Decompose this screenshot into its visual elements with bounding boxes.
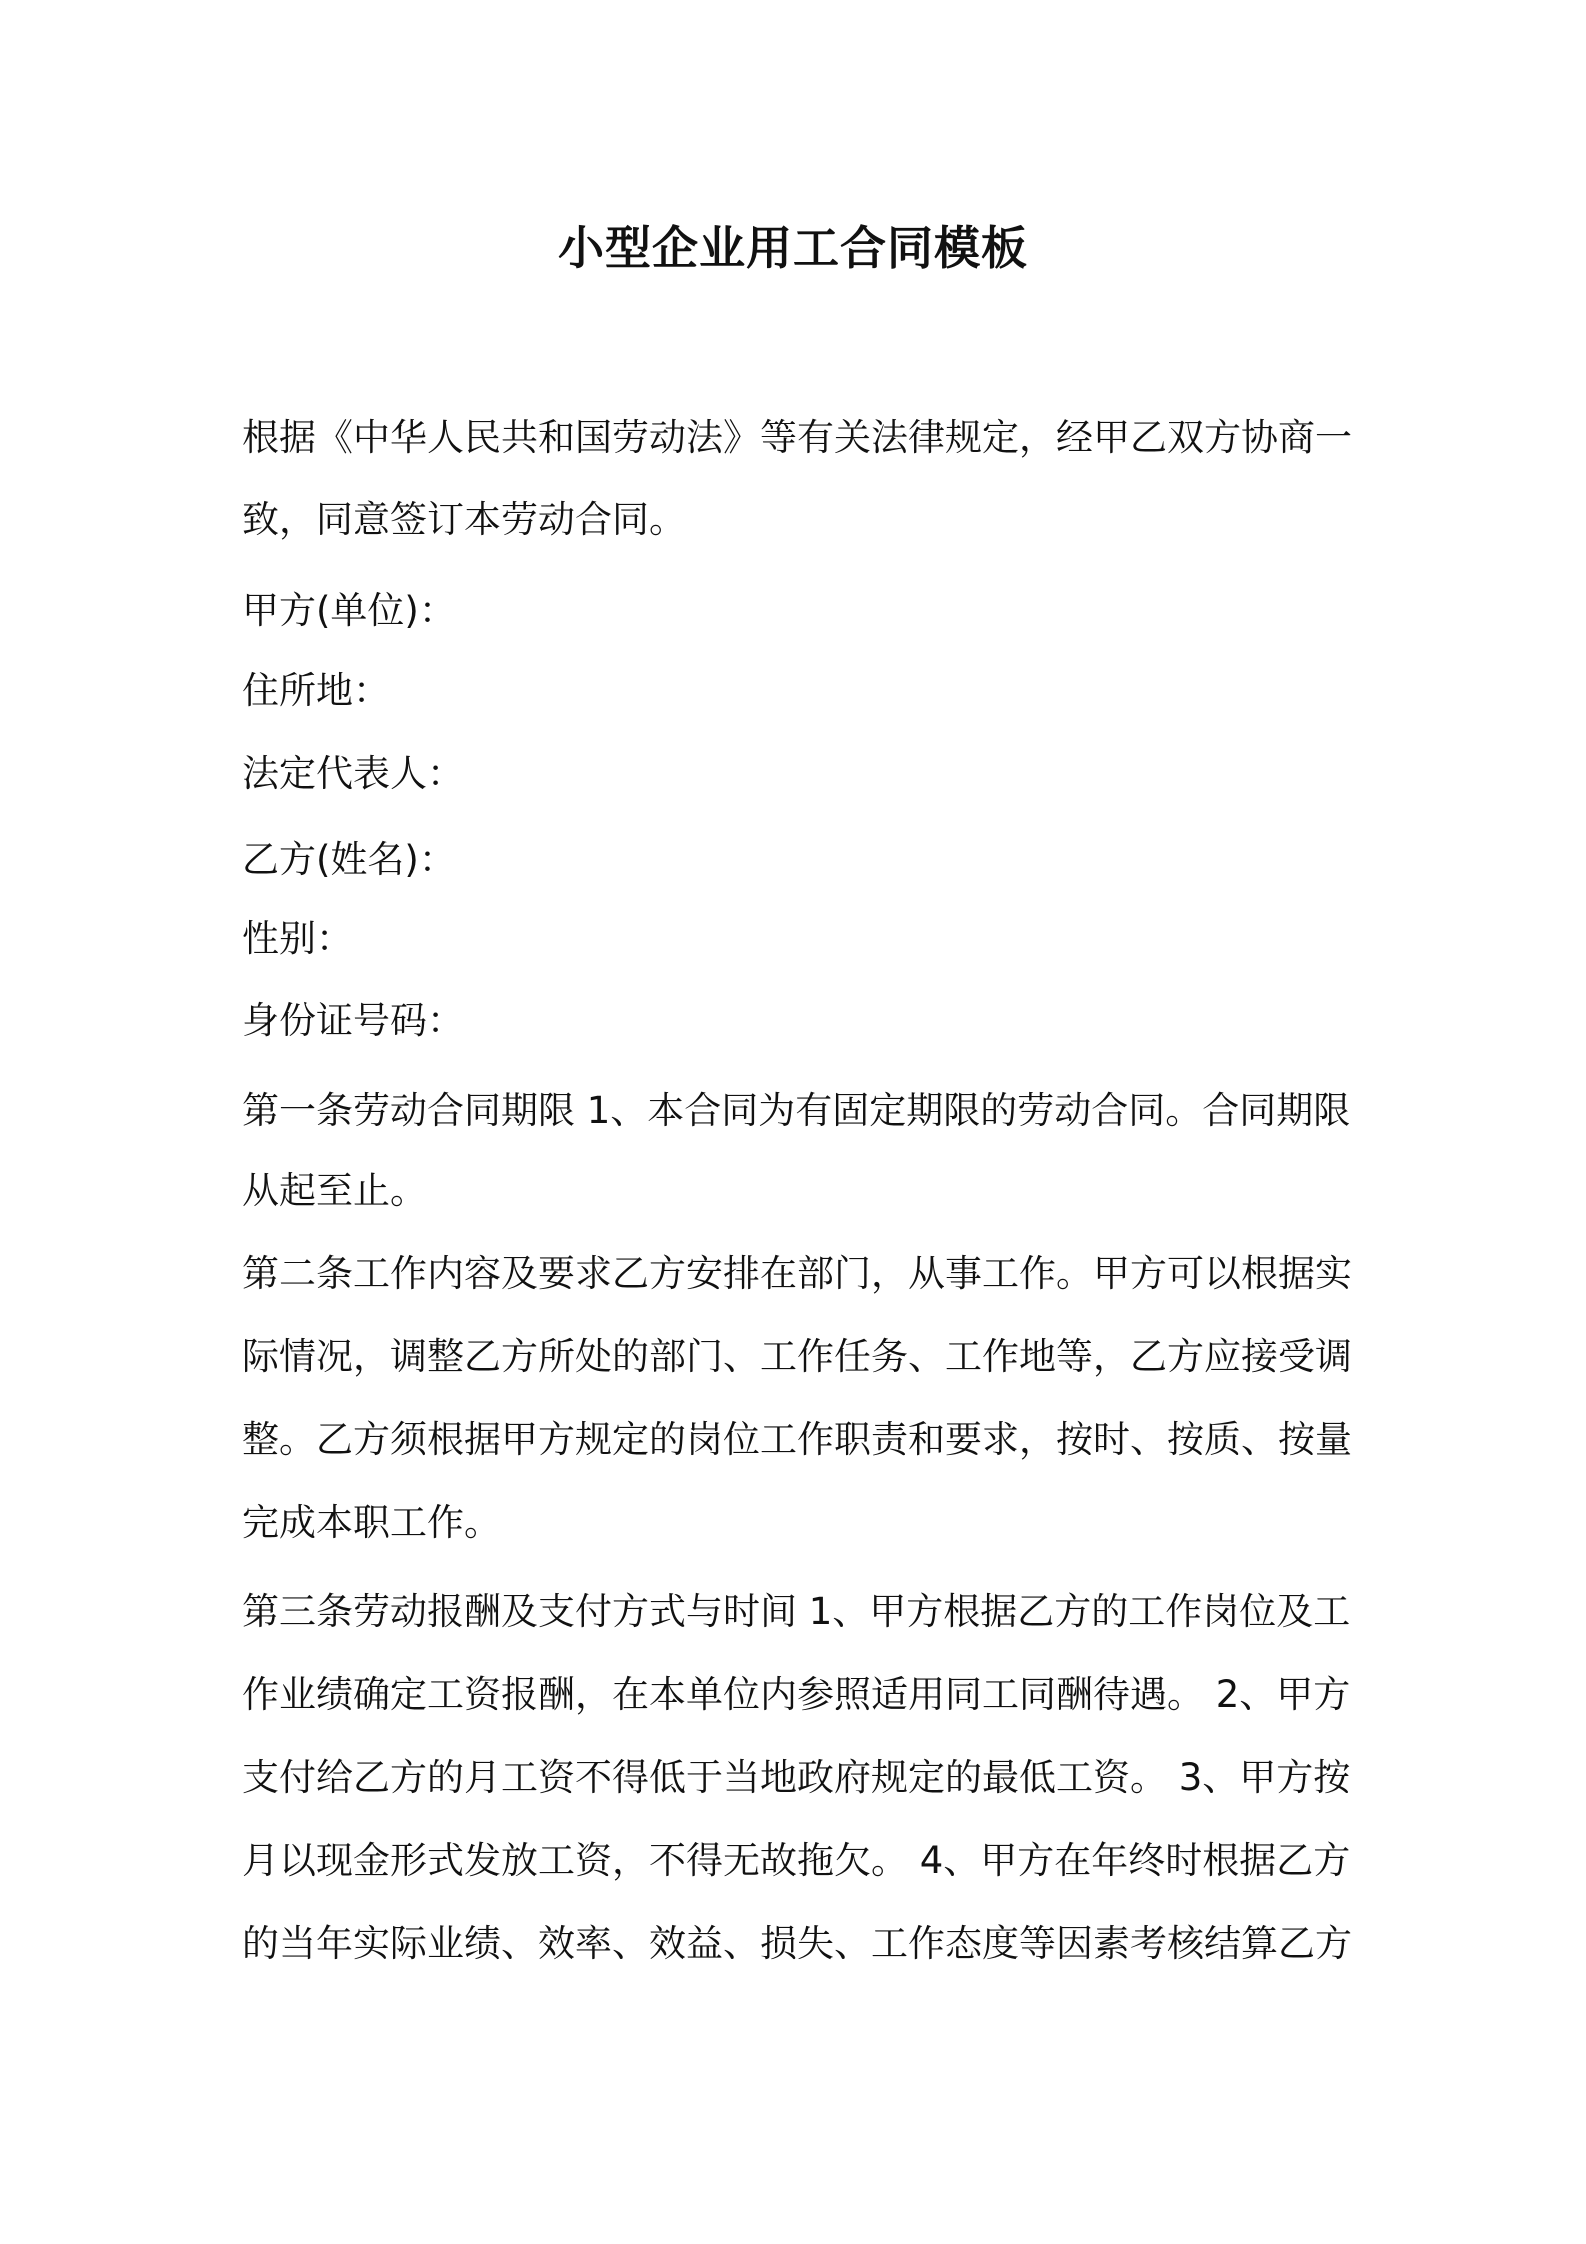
field-gender: 性别： [242, 917, 353, 960]
article-2-line-4: 完成本职工作。 [242, 1501, 501, 1544]
article-3-line-2: 作业绩确定工资报酬，在本单位内参照适用同工同酬待遇。 2、甲方 [242, 1673, 1351, 1716]
article-3-line-5: 的当年实际业绩、效率、效益、损失、工作态度等因素考核结算乙方 [242, 1922, 1352, 1965]
article-3-line-4: 月以现金形式发放工资，不得无故拖欠。 4、甲方在年终时根据乙方 [242, 1839, 1351, 1882]
field-id-number: 身份证号码： [242, 999, 464, 1042]
article-2-line-1: 第二条工作内容及要求乙方安排在部门，从事工作。甲方可以根据实 [242, 1252, 1352, 1295]
field-legal-representative: 法定代表人： [242, 752, 464, 795]
paragraph-preamble-line-1: 根据《中华人民共和国劳动法》等有关法律规定，经甲乙双方协商一 [242, 416, 1352, 459]
article-3-line-3: 支付给乙方的月工资不得低于当地政府规定的最低工资。 3、甲方按 [242, 1756, 1351, 1799]
field-party-a-unit: 甲方(单位)： [242, 589, 456, 632]
article-2-line-2: 际情况，调整乙方所处的部门、工作任务、工作地等，乙方应接受调 [242, 1335, 1352, 1378]
article-1-line-2: 从起至止。 [242, 1169, 427, 1212]
paragraph-preamble-line-2: 致，同意签订本劳动合同。 [242, 498, 686, 541]
field-address: 住所地： [242, 669, 390, 712]
article-3-line-1: 第三条劳动报酬及支付方式与时间 1、甲方根据乙方的工作岗位及工 [242, 1590, 1351, 1633]
field-party-b-name: 乙方(姓名)： [242, 838, 456, 881]
article-2-line-3: 整。乙方须根据甲方规定的岗位工作职责和要求，按时、按质、按量 [242, 1418, 1352, 1461]
page-title: 小型企业用工合同模板 [558, 221, 1028, 275]
article-1-line-1: 第一条劳动合同期限 1、本合同为有固定期限的劳动合同。合同期限 [242, 1089, 1351, 1132]
